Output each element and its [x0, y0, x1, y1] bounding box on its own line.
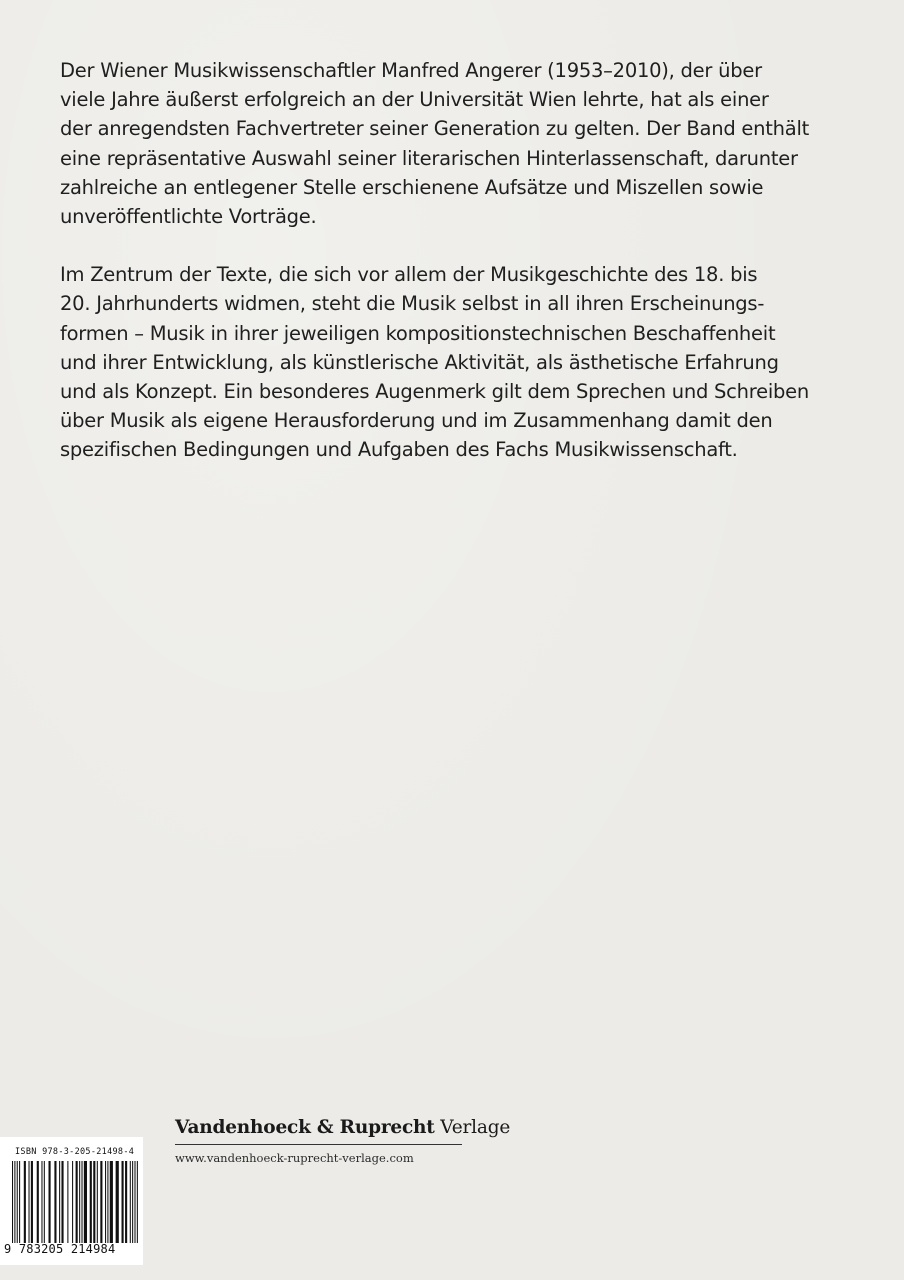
- text-line: über Musik als eigene Herausforderung und im Zusammenhang damit den: [60, 409, 773, 433]
- publisher-block: [175, 1117, 511, 1165]
- text-line: Im Zentrum der Texte, die sich vor allem der Musikgeschichte des 18. bis: [60, 263, 758, 287]
- publisher-url: www.vandenhoeck-ruprecht-verlage.com: [175, 1151, 414, 1165]
- blurb-paragraph-2: [60, 260, 850, 464]
- text-line: unveröffentlichte Vorträge.: [60, 205, 317, 229]
- text-line: spezifischen Bedingungen und Aufgaben des Fachs Musikwissenschaft.: [60, 438, 738, 462]
- publisher-name: [175, 1117, 511, 1138]
- isbn-label: ISBN 978-3-205-21498-4: [15, 1147, 135, 1157]
- text-line: formen – Musik in ihrer jeweiligen kompositionstechnischen Beschaffenheit: [60, 321, 776, 345]
- publisher-name-regular: Verlage: [434, 1117, 511, 1138]
- publisher-divider: [175, 1144, 462, 1145]
- text-line: zahlreiche an entlegener Stelle erschienene Aufsätze und Miszellen sowie: [60, 175, 764, 199]
- ean-digits: 9 783205 214984: [4, 1242, 116, 1256]
- text-line: viele Jahre äußerst erfolgreich an der Universität Wien lehrte, hat als einer: [60, 88, 769, 112]
- blurb-text: [60, 56, 850, 465]
- text-line: der anregendsten Fachvertreter seiner Generation zu gelten. Der Band enthält: [60, 117, 810, 141]
- text-line: und ihrer Entwicklung, als künstlerische Aktivität, als ästhetische Erfahrung: [60, 350, 779, 374]
- blurb-paragraph-1: [60, 56, 850, 231]
- text-line: und als Konzept. Ein besonderes Augenmerk gilt dem Sprechen und Schreiben: [60, 380, 809, 404]
- barcode-bars: [12, 1161, 138, 1243]
- publisher-name-bold: Vandenhoeck & Ruprecht: [175, 1117, 435, 1138]
- isbn-barcode: [0, 1137, 143, 1265]
- text-line: 20. Jahrhunderts widmen, steht die Musik selbst in all ihren Erscheinungs-: [60, 292, 765, 316]
- text-line: Der Wiener Musikwissenschaftler Manfred Angerer (1953–2010), der über: [60, 59, 762, 82]
- text-line: eine repräsentative Auswahl seiner literarischen Hinterlassenschaft, darunter: [60, 146, 798, 170]
